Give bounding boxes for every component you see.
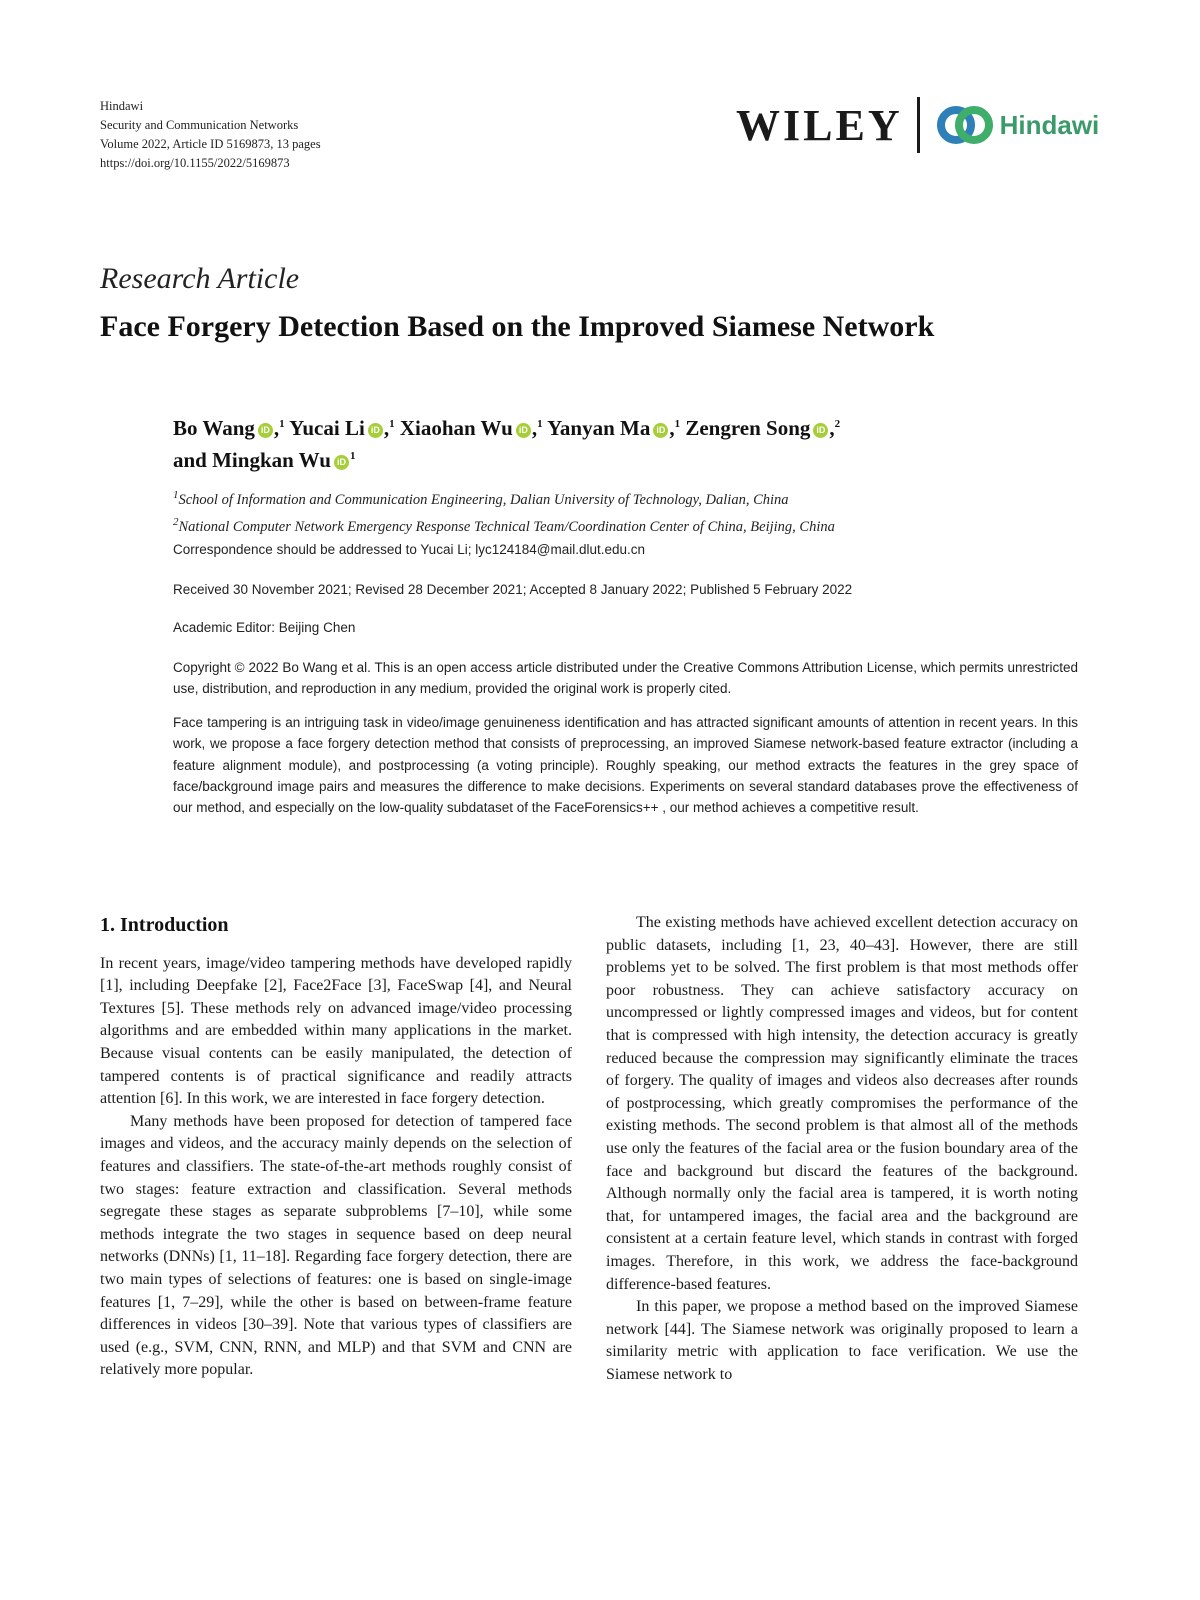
author-name: and Mingkan Wu xyxy=(173,448,331,472)
abstract: Face tampering is an intriguing task in video/image genuineness identification and has attracted significant amounts of attention in recent years. In this work, we propose a face forgery detection method that consists of preprocessing, an improved Siamese network-based feature extractor (including a feature alignment module), and postprocessing (a voting principle). Roughly speaking, our method extracts the features in the grey space of face/background image pairs and measures the difference to make decisions. Experiments on several standard databases prove the effectiveness of our method, and especially on the low-quality subdataset of the FaceForensics++ , our method achieves a competitive result. xyxy=(173,715,1078,816)
section-heading: 1. Introduction xyxy=(100,914,229,936)
hindawi-logo xyxy=(936,105,1100,145)
hindawi-rings-icon xyxy=(936,105,994,145)
author-name: Xiaohan Wu xyxy=(399,416,513,440)
author-affiliation-mark: 1 xyxy=(279,418,285,430)
author-affiliation-mark: 1 xyxy=(674,418,681,430)
author-affiliation-mark: 1 xyxy=(537,418,543,430)
author-name: Yanyan Ma xyxy=(547,416,651,440)
journal-name: Security and Communication Networks xyxy=(100,118,299,132)
academic-editor: Academic Editor: Beijing Chen xyxy=(173,620,356,635)
affiliation-1: $^1$School of Information and Communication Engineering, Dalian University of Technology, Dalian, China xyxy=(173,489,789,508)
header-meta xyxy=(100,97,321,173)
paper-title: Face Forgery Detection Based on the Improved Siamese Network xyxy=(100,310,935,343)
doi-link[interactable]: https://doi.org/10.1155/2022/5169873 xyxy=(100,156,290,170)
affiliations xyxy=(173,484,835,538)
article-type: Research Article xyxy=(100,262,300,295)
volume-info: Volume 2022, Article ID 5169873, 13 pages xyxy=(100,137,321,151)
author-name: Yucai Li xyxy=(289,416,365,440)
author-affiliation-mark: 1 xyxy=(349,450,356,462)
affiliation-2: $^2$National Computer Network Emergency Response Technical Team/Coordination Center of China, Beijing, China xyxy=(173,515,835,535)
orcid-icon[interactable]: iD xyxy=(368,423,383,438)
orcid-icon[interactable]: iD xyxy=(516,423,531,438)
logo-divider xyxy=(917,97,920,153)
orcid-icon[interactable]: iD xyxy=(813,423,828,438)
author-affiliation-mark: 2 xyxy=(834,418,841,430)
publisher-name: Hindawi xyxy=(100,99,144,113)
author-name: Zengren Song xyxy=(685,416,811,440)
author-list xyxy=(173,410,840,474)
orcid-icon[interactable]: iD xyxy=(334,455,349,470)
wiley-hindawi-logo xyxy=(736,94,1099,156)
copyright-notice: Copyright © 2022 Bo Wang et al. This is an open access article distributed under the Creative Commons Attribution License, which permits unrestricted use, distribution, and reproduction in any medium, provided the original work is properly cited. xyxy=(173,660,1078,696)
left-column xyxy=(100,912,572,1382)
right-column xyxy=(606,912,1078,1386)
hindawi-wordmark: Hindawi xyxy=(999,109,1100,140)
author-line-2 xyxy=(173,442,840,474)
correspondence: Correspondence should be addressed to Yucai Li; lyc124184@mail.dlut.edu.cn xyxy=(173,542,646,557)
wiley-logo: WILEY xyxy=(736,100,903,150)
paragraph: In recent years, image/video tampering methods have developed rapidly [1], including Deepfake [2], Face2Face [3], FaceSwap [4], and Neural Textures [5]. These methods rely on advanced image/video processing algorithms and are embedded within many applications in the market. Because visual contents can be easily manipulated, the detection of tampered contents is of practical significance and readily attracts attention [6]. In this work, we are interested in face forgery detection. xyxy=(100,954,572,1108)
orcid-icon[interactable]: iD xyxy=(258,423,273,438)
paragraph: Many methods have been proposed for detection of tampered face images and videos, and the accuracy mainly depends on the selection of features and classifiers. The state-of-the-art methods roughly consist of two stages: feature extraction and classification. Several methods segregate these stages as separate subproblems [7–10], while some methods integrate the two stages in sequence based on deep neural networks (DNNs) [1, 11–18]. Regarding face forgery detection, there are two main types of selections of features: one is based on single-image features [1, 7–29], while the other is based on between-frame feature differences in videos [30–39]. Note that various types of classifiers are used (e.g., SVM, CNN, RNN, and MLP) and that SVM and CNN are relatively more popular. xyxy=(100,1112,572,1379)
orcid-icon[interactable]: iD xyxy=(653,423,668,438)
author-name: Bo Wang xyxy=(173,416,255,440)
publication-dates: Received 30 November 2021; Revised 28 December 2021; Accepted 8 January 2022; Published 5 February 2022 xyxy=(173,582,853,597)
author-affiliation-mark: 1 xyxy=(389,418,395,430)
author-line-1: Bo Wang iD ,$^1$ Yucai Li iD ,$^1$ Xiaohan Wu iD ,$^1$ Yanyan Ma iD ,$^1$ Zengren Song iD ,$^2$ xyxy=(173,416,841,440)
paragraph: The existing methods have achieved excellent detection accuracy on public datasets, including [1, 23, 40–43]. However, there are still problems yet to be solved. The first problem is that most methods offer poor robustness. They can achieve satisfactory accuracy on uncompressed or lightly compressed images and videos, but for content that is compressed with high intensity, the detection accuracy is greatly reduced because the compression may significantly eliminate the traces of forgery. The quality of images and videos also decreases after rounds of postprocessing, which greatly compromises the performance of the existing methods. The second problem is that almost all of the methods use only the features of the facial area or the fusion boundary area of the face and background but discard the features of the background. Although normally only the facial area is tampered, it is worth noting that, for untampered images, the facial area and the background are consistent at a certain feature level, which stands in contrast with forged images. Therefore, in this work, we address the face-background difference-based features. xyxy=(606,914,1078,1293)
paragraph: In this paper, we propose a method based on the improved Siamese network [44]. The Siamese network was originally proposed to learn a similarity metric with application to face verification. We use the Siamese network to xyxy=(606,1298,1078,1383)
